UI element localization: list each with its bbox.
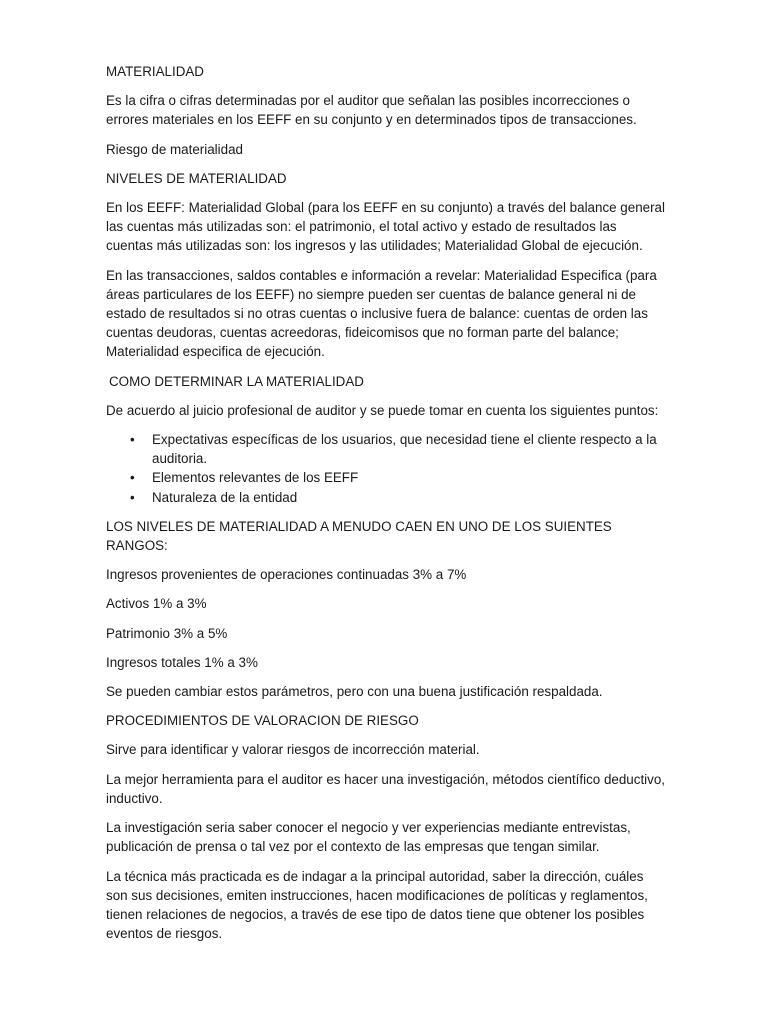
list-item-text: Elementos relevantes de los EEFF bbox=[152, 470, 359, 486]
levels-heading: NIVELES DE MATERIALIDAD bbox=[106, 170, 287, 186]
ranges-note: Se pueden cambiar estos parámetros, pero con una buena justificación respaldada. bbox=[106, 684, 603, 700]
bullet-icon: • bbox=[130, 489, 135, 505]
list-item-text: Expectativas específicas de los usuarios, que necesidad tiene el cliente respecto a la auditoria. bbox=[152, 432, 657, 467]
criteria-list bbox=[106, 430, 666, 507]
determine-intro: De acuerdo al juicio profesional de auditor y se puede tomar en cuenta los siguientes puntos: bbox=[106, 402, 659, 418]
document-title: MATERIALIDAD bbox=[106, 64, 204, 79]
list-item bbox=[106, 430, 666, 468]
document-page bbox=[106, 62, 666, 953]
procedures-paragraph-3: La investigación seria saber conocer el negocio y ver experiencias mediante entrevistas, publicación de prensa o tal vez por el contexto de las empresas que tengan similar. bbox=[106, 820, 631, 855]
list-item bbox=[106, 488, 666, 507]
levels-paragraph-1: En los EEFF: Materialidad Global (para los EEFF en su conjunto) a través del balance general las cuentas más utilizadas son: el patrimonio, el total activo y estado de resultados las cuentas más utilizadas son: los ingresos y las utilidades; Materialidad Global de ejecución. bbox=[106, 200, 665, 254]
risk-label: Riesgo de materialidad bbox=[106, 141, 243, 157]
procedures-heading: PROCEDIMIENTOS DE VALORACION DE RIESGO bbox=[106, 713, 419, 729]
range-item: Activos 1% a 3% bbox=[106, 596, 207, 612]
bullet-icon: • bbox=[130, 470, 135, 486]
definition-paragraph: Es la cifra o cifras determinadas por el auditor que señalan las posibles incorrecciones o errores materiales en los EEFF en su conjunto y en determinados tipos de transacciones. bbox=[106, 93, 637, 128]
procedures-paragraph-2: La mejor herramienta para el auditor es hacer una investigación, métodos científico deductivo, inductivo. bbox=[106, 771, 666, 806]
levels-paragraph-2: En las transacciones, saldos contables e información a revelar: Materialidad Especifica (para áreas particulares de los EEFF) no siempre pueden ser cuentas de balance general ni de estado de resultados si no otras cuentas o inclusive fuera de balance: cuentas de orden las cuentas deudoras, cuentas acreedoras, fideicomisos que no forman parte del balance; Materialidad especifica de ejecución. bbox=[106, 267, 657, 360]
list-item bbox=[106, 468, 666, 487]
list-item-text: Naturaleza de la entidad bbox=[152, 489, 298, 505]
determine-heading: COMO DETERMINAR LA MATERIALIDAD bbox=[109, 373, 364, 389]
range-item: Patrimonio 3% a 5% bbox=[106, 625, 228, 641]
procedures-paragraph-4: La técnica más practicada es de indagar a la principal autoridad, saber la dirección, cuáles son sus decisiones, emiten instrucciones, hacen modificaciones de políticas y reglamentos, tienen relaciones de negocios, a través de ese tipo de datos tiene que obtener los posibles eventos de riesgos. bbox=[106, 868, 648, 942]
range-item: Ingresos provenientes de operaciones continuadas 3% a 7% bbox=[106, 567, 467, 583]
procedures-paragraph-1: Sirve para identificar y valorar riesgos de incorrección material. bbox=[106, 742, 480, 758]
bullet-icon: • bbox=[130, 432, 135, 448]
ranges-heading: LOS NIVELES DE MATERIALIDAD A MENUDO CAEN EN UNO DE LOS SUIENTES RANGOS: bbox=[106, 518, 612, 554]
range-item: Ingresos totales 1% a 3% bbox=[106, 654, 258, 670]
